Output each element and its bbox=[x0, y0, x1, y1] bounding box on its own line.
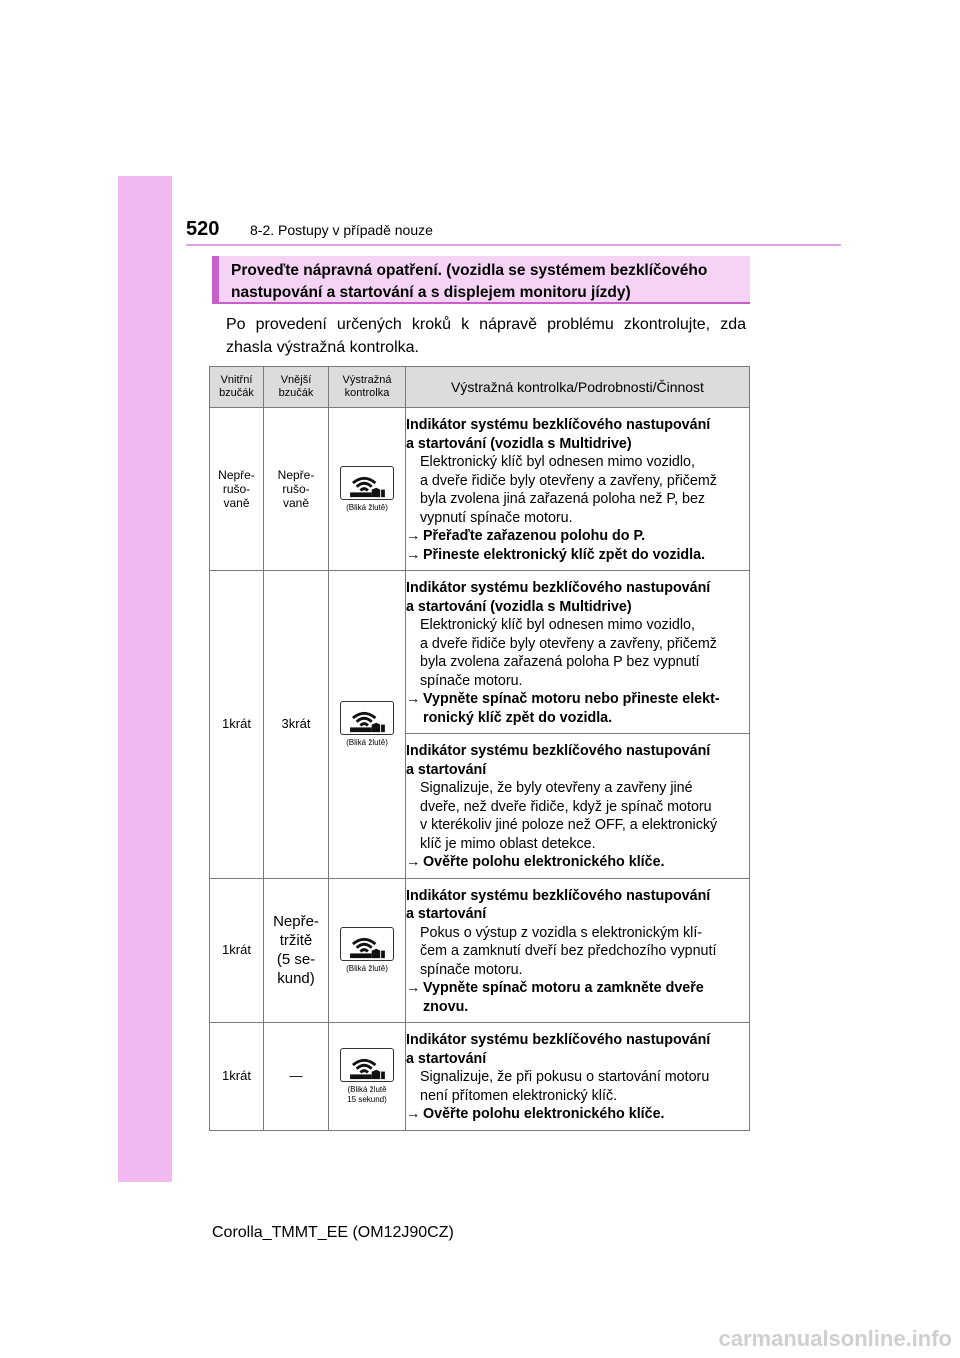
callout-line-1: Proveďte nápravná opatření. (vozidla se systémem bezklíčového bbox=[231, 262, 708, 279]
header-outer-line-2: bzučák bbox=[278, 387, 314, 399]
header-inner-line-1: Vnitřní bbox=[220, 374, 253, 386]
detail-title: Indikátor systému bezklíčového nastupování bbox=[406, 743, 711, 759]
header-inner-buzzer bbox=[210, 367, 264, 408]
intro-paragraph bbox=[226, 313, 746, 359]
detail-body: Elektronický klíč byl odnesen mimo vozidlo, bbox=[420, 454, 695, 470]
arrow-right-icon: → bbox=[406, 854, 421, 870]
outer-buzzer-text: Nepře- bbox=[277, 468, 315, 482]
inner-buzzer-cell bbox=[210, 408, 264, 571]
detail-action-text: Vypněte spínač motoru nebo přineste elekt- bbox=[423, 691, 720, 707]
detail-body: spínače motoru. bbox=[420, 961, 523, 978]
detail-title: Indikátor systému bezklíčového nastupování bbox=[406, 417, 711, 433]
detail-body: Signalizuje, že byly otevřeny a zavřeny jiné bbox=[420, 780, 693, 796]
detail-action bbox=[406, 1105, 745, 1124]
detail-body: Elektronický klíč byl odnesen mimo vozidlo, bbox=[420, 617, 695, 633]
smart-key-warning-icon bbox=[340, 466, 394, 500]
section-title: 8-2. Postupy v případě nouze bbox=[250, 222, 433, 238]
lamp-caption-line: (Bliká žlutě) bbox=[346, 963, 388, 973]
detail-title: a startování bbox=[406, 1050, 487, 1067]
lamp-caption bbox=[329, 738, 405, 748]
lamp-caption-line: (Bliká žlutě) bbox=[346, 502, 388, 512]
warning-lamp-cell bbox=[329, 878, 406, 1023]
detail-cell bbox=[406, 571, 750, 734]
outer-buzzer-text: Nepře- bbox=[273, 913, 319, 931]
lamp-caption-line: (Bliká žlutě) bbox=[346, 737, 388, 747]
inner-buzzer-text: Nepře- bbox=[218, 468, 255, 482]
warning-lamp-cell bbox=[329, 1023, 406, 1131]
lamp-caption-line: (Bliká žlutě bbox=[347, 1084, 387, 1094]
detail-body: byla zvolena jiná zařazená poloha než P, bez bbox=[420, 491, 706, 507]
arrow-right-icon: → bbox=[406, 528, 421, 544]
warning-lamp-cell bbox=[329, 408, 406, 571]
detail-body: a dveře řidiče byly otevřeny a zavřeny, přičemž bbox=[420, 472, 717, 489]
arrow-right-icon: → bbox=[406, 1106, 421, 1122]
outer-buzzer-text: rušo- bbox=[282, 482, 310, 496]
table-row bbox=[210, 1023, 750, 1131]
detail-action bbox=[406, 546, 745, 565]
detail-action bbox=[406, 853, 745, 872]
detail-title: a startování bbox=[406, 906, 487, 922]
header-details: Výstražná kontrolka/Podrobnosti/Činnost bbox=[406, 367, 750, 408]
outer-buzzer-text: tržitě bbox=[279, 932, 313, 950]
callout-heading bbox=[212, 256, 750, 304]
lamp-caption bbox=[329, 503, 405, 513]
detail-action-text: Přineste elektronický klíč zpět do vozidla. bbox=[423, 546, 706, 563]
detail-cell bbox=[406, 408, 750, 571]
detail-action-text: znovu. bbox=[423, 998, 469, 1015]
inner-buzzer-text: rušo- bbox=[222, 482, 251, 496]
detail-body: Signalizuje, že při pokusu o startování motoru bbox=[420, 1069, 710, 1085]
detail-action-text: ronický klíč zpět do vozidla. bbox=[423, 709, 613, 726]
detail-body: vypnutí spínače motoru. bbox=[420, 509, 573, 526]
detail-title: a startování (vozidla s Multidrive) bbox=[406, 435, 632, 452]
outer-buzzer-text: vaně bbox=[282, 496, 310, 510]
header-outer-line-1: Vnější bbox=[280, 374, 312, 386]
outer-buzzer-text: 3krát bbox=[281, 716, 311, 732]
page-number: 520 bbox=[186, 218, 220, 240]
intro-line-1: Po provedení určených kroků k nápravě problému zkontrolujte, zda bbox=[226, 316, 746, 333]
detail-body: čem a zamknutí dveří bez předchozího vypnutí bbox=[420, 943, 717, 959]
table-row bbox=[210, 878, 750, 1023]
lamp-caption bbox=[329, 964, 405, 974]
detail-body: Pokus o výstup z vozidla s elektronickým klí- bbox=[420, 924, 703, 941]
footer-model-code: Corolla_TMMT_EE (OM12J90CZ) bbox=[212, 1224, 454, 1241]
header-lamp-line-2: kontrolka bbox=[344, 387, 390, 399]
inner-buzzer-text: 1krát bbox=[222, 1068, 251, 1084]
detail-body: a dveře řidiče byly otevřeny a zavřeny, přičemž bbox=[420, 635, 717, 652]
table-row bbox=[210, 408, 750, 571]
detail-action bbox=[406, 979, 745, 1016]
arrow-right-icon: → bbox=[406, 980, 421, 996]
arrow-right-icon: → bbox=[406, 546, 421, 563]
header-rule bbox=[186, 244, 841, 246]
detail-title: Indikátor systému bezklíčového nastupování bbox=[406, 887, 711, 904]
smart-key-warning-icon bbox=[340, 701, 394, 735]
smart-key-warning-icon bbox=[340, 1048, 394, 1082]
inner-buzzer-cell bbox=[210, 1023, 264, 1131]
detail-body: klíč je mimo oblast detekce. bbox=[420, 835, 596, 852]
warning-table bbox=[209, 366, 750, 1131]
detail-cell bbox=[406, 734, 750, 879]
intro-line-2: zhasla výstražná kontrolka. bbox=[226, 339, 419, 356]
chapter-side-band bbox=[118, 176, 172, 1182]
inner-buzzer-text: 1krát bbox=[222, 716, 251, 732]
header-inner-line-2: bzučák bbox=[219, 387, 254, 399]
inner-buzzer-text: vaně bbox=[223, 496, 250, 510]
header-outer-buzzer bbox=[264, 367, 329, 408]
detail-body: v kterékoliv jiné poloze než OFF, a elektronický bbox=[420, 817, 718, 833]
outer-buzzer-text: (5 se- bbox=[276, 951, 316, 969]
header-warning-lamp bbox=[329, 367, 406, 408]
detail-action-text: Ověřte polohu elektronického klíče. bbox=[423, 1106, 665, 1122]
detail-title: a startování bbox=[406, 761, 487, 778]
detail-title: Indikátor systému bezklíčového nastupování bbox=[406, 1032, 711, 1048]
detail-action-text: Přeřaďte zařazenou polohu do P. bbox=[423, 528, 646, 544]
detail-cell bbox=[406, 1023, 750, 1131]
smart-key-warning-icon bbox=[340, 927, 394, 961]
detail-body: dveře, než dveře řidiče, když je spínač motoru bbox=[420, 798, 712, 815]
header-lamp-line-1: Výstražná bbox=[342, 374, 392, 386]
outer-buzzer-text: kund) bbox=[277, 970, 315, 988]
outer-buzzer-text: — bbox=[289, 1068, 303, 1084]
detail-action-text: Ověřte polohu elektronického klíče. bbox=[423, 854, 665, 870]
detail-action-text: Vypněte spínač motoru a zamkněte dveře bbox=[423, 980, 704, 996]
inner-buzzer-cell bbox=[210, 878, 264, 1023]
outer-buzzer-cell bbox=[264, 571, 329, 879]
warning-lamp-cell bbox=[329, 571, 406, 879]
lamp-caption bbox=[329, 1085, 405, 1105]
detail-cell bbox=[406, 878, 750, 1023]
detail-body: byla zvolena zařazená poloha P bez vypnutí bbox=[420, 654, 700, 670]
table-row bbox=[210, 571, 750, 734]
detail-action bbox=[406, 690, 745, 727]
detail-title: a startování (vozidla s Multidrive) bbox=[406, 598, 632, 615]
detail-body: spínače motoru. bbox=[420, 672, 523, 689]
lamp-caption-line: 15 sekund) bbox=[347, 1094, 387, 1104]
outer-buzzer-cell bbox=[264, 878, 329, 1023]
inner-buzzer-cell bbox=[210, 571, 264, 879]
outer-buzzer-cell bbox=[264, 1023, 329, 1131]
inner-buzzer-text: 1krát bbox=[222, 942, 251, 958]
detail-action bbox=[406, 527, 745, 546]
table-header-row bbox=[210, 367, 750, 408]
callout-line-2: nastupování a startování a s displejem monitoru jízdy) bbox=[231, 284, 631, 301]
watermark: carmanualsonline.info bbox=[718, 1326, 952, 1351]
arrow-right-icon: → bbox=[406, 691, 421, 707]
outer-buzzer-cell bbox=[264, 408, 329, 571]
detail-body: není přítomen elektronický klíč. bbox=[420, 1087, 618, 1104]
detail-title: Indikátor systému bezklíčového nastupování bbox=[406, 580, 711, 596]
